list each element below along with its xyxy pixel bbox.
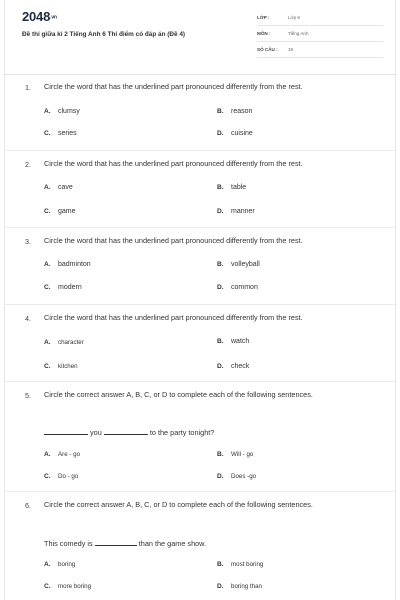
option-b[interactable] (217, 184, 246, 191)
meta-value: 19 (288, 47, 294, 52)
option-letter: A. (44, 339, 51, 346)
meta-class (257, 13, 383, 26)
meta-label: LỚP : (257, 15, 270, 20)
option-letter: B. (217, 261, 224, 268)
logo-main: 2048 (22, 9, 51, 24)
option-text: most boring (231, 561, 264, 568)
option-letter: C. (44, 284, 51, 291)
option-letter: D. (217, 473, 224, 480)
option-letter: A. (44, 184, 51, 191)
option-letter: C. (44, 583, 51, 590)
question-stem: Circle the word that has the underlined part pronounced differently from the rest. (44, 236, 303, 245)
sentence-part: you (90, 428, 102, 437)
option-text: volleyball (231, 261, 260, 268)
question-1 (5, 75, 397, 151)
option-a[interactable] (44, 261, 91, 268)
question-stem: Circle the correct answer A, B, C, or D to complete each of the following sentences. (44, 500, 313, 509)
option-letter: C. (44, 130, 51, 137)
question-3 (5, 228, 397, 305)
meta-label: MÔN : (257, 31, 271, 36)
option-text: character (58, 339, 84, 346)
option-c[interactable] (44, 208, 76, 215)
option-c[interactable] (44, 473, 78, 480)
option-letter: A. (44, 108, 51, 115)
question-stem: Circle the word that has the underlined part pronounced differently from the rest. (44, 159, 303, 168)
option-text: Do - go (58, 473, 79, 480)
option-text: boring (58, 561, 76, 568)
option-text: clumsy (58, 108, 80, 115)
question-number: 2. (25, 160, 31, 169)
meta-label: SỐ CÂU : (257, 47, 278, 52)
option-letter: B. (217, 451, 224, 458)
option-d[interactable] (217, 208, 255, 215)
option-b[interactable] (217, 261, 260, 268)
answer-blank[interactable] (95, 538, 137, 546)
option-d[interactable] (217, 130, 253, 137)
option-text: game (58, 208, 76, 215)
option-letter: D. (217, 130, 224, 137)
question-number: 4. (25, 314, 31, 323)
sentence-part: to the party tonight? (149, 428, 215, 437)
option-c[interactable] (44, 583, 91, 590)
question-number: 1. (25, 83, 31, 92)
question-5 (5, 382, 397, 492)
option-a[interactable] (44, 108, 80, 115)
document-title: Đề thi giữa kì 2 Tiếng Anh 6 Thí điểm có đáp án (Đề 4) (22, 31, 185, 38)
question-6 (5, 492, 397, 600)
question-stem: Circle the correct answer A, B, C, or D to complete each of the following sentences. (44, 390, 313, 399)
option-letter: B. (217, 184, 224, 191)
question-stem: Circle the word that has the underlined part pronounced differently from the rest. (44, 313, 303, 322)
logo-suffix: .vn (50, 14, 57, 21)
option-b[interactable] (217, 108, 252, 115)
option-letter: C. (44, 473, 51, 480)
option-text: boring than (231, 583, 262, 590)
option-letter: D. (217, 363, 224, 370)
meta-question-count (257, 45, 383, 58)
option-text: series (58, 130, 77, 137)
meta-value: Tiếng Anh (288, 31, 309, 36)
option-text: check (231, 363, 250, 370)
option-letter: B. (217, 561, 224, 568)
option-text: manner (231, 208, 255, 215)
option-text: more boring (58, 583, 92, 590)
option-text: table (231, 184, 247, 191)
sentence-part: This comedy is (44, 539, 93, 548)
option-letter: B. (217, 338, 224, 345)
option-b[interactable] (217, 561, 263, 568)
option-letter: A. (44, 451, 51, 458)
option-letter: D. (217, 583, 224, 590)
option-letter: C. (44, 363, 51, 370)
exam-page (4, 0, 396, 600)
question-2 (5, 151, 397, 228)
option-text: badminton (58, 261, 91, 268)
question-stem: Circle the word that has the underlined part pronounced differently from the rest. (44, 82, 303, 91)
option-c[interactable] (44, 363, 78, 370)
answer-blank[interactable] (44, 427, 88, 435)
option-c[interactable] (44, 130, 77, 137)
option-letter: C. (44, 208, 51, 215)
option-d[interactable] (217, 363, 249, 370)
option-c[interactable] (44, 284, 82, 291)
option-b[interactable] (217, 338, 249, 345)
option-text: Does -go (231, 473, 257, 480)
option-a[interactable] (44, 451, 80, 458)
site-logo[interactable] (22, 9, 57, 24)
option-text: common (231, 284, 258, 291)
option-a[interactable] (44, 339, 84, 346)
option-text: Will - go (231, 451, 254, 458)
question-number: 3. (25, 237, 31, 246)
option-letter: D. (217, 284, 224, 291)
answer-blank[interactable] (104, 427, 148, 435)
fill-in-sentence (44, 427, 214, 437)
meta-value: Lớp 6 (288, 15, 300, 20)
option-a[interactable] (44, 184, 73, 191)
question-number: 5. (25, 391, 31, 400)
sentence-part: than the game show. (138, 539, 207, 548)
option-letter: B. (217, 108, 224, 115)
question-number: 6. (25, 501, 31, 510)
option-text: modern (58, 284, 82, 291)
option-letter: A. (44, 561, 51, 568)
option-text: reason (231, 108, 253, 115)
option-d[interactable] (217, 284, 258, 291)
option-text: kitchen (58, 363, 78, 370)
fill-in-sentence (44, 538, 206, 548)
option-letter: A. (44, 261, 51, 268)
option-letter: D. (217, 208, 224, 215)
exam-header (5, 0, 395, 75)
option-a[interactable] (44, 561, 75, 568)
option-text: Are - go (58, 451, 81, 458)
option-text: cave (58, 184, 73, 191)
option-b[interactable] (217, 451, 253, 458)
option-d[interactable] (217, 473, 256, 480)
option-d[interactable] (217, 583, 262, 590)
option-text: cuisine (231, 130, 253, 137)
option-text: watch (231, 338, 250, 345)
question-4 (5, 305, 397, 382)
meta-subject (257, 29, 383, 42)
